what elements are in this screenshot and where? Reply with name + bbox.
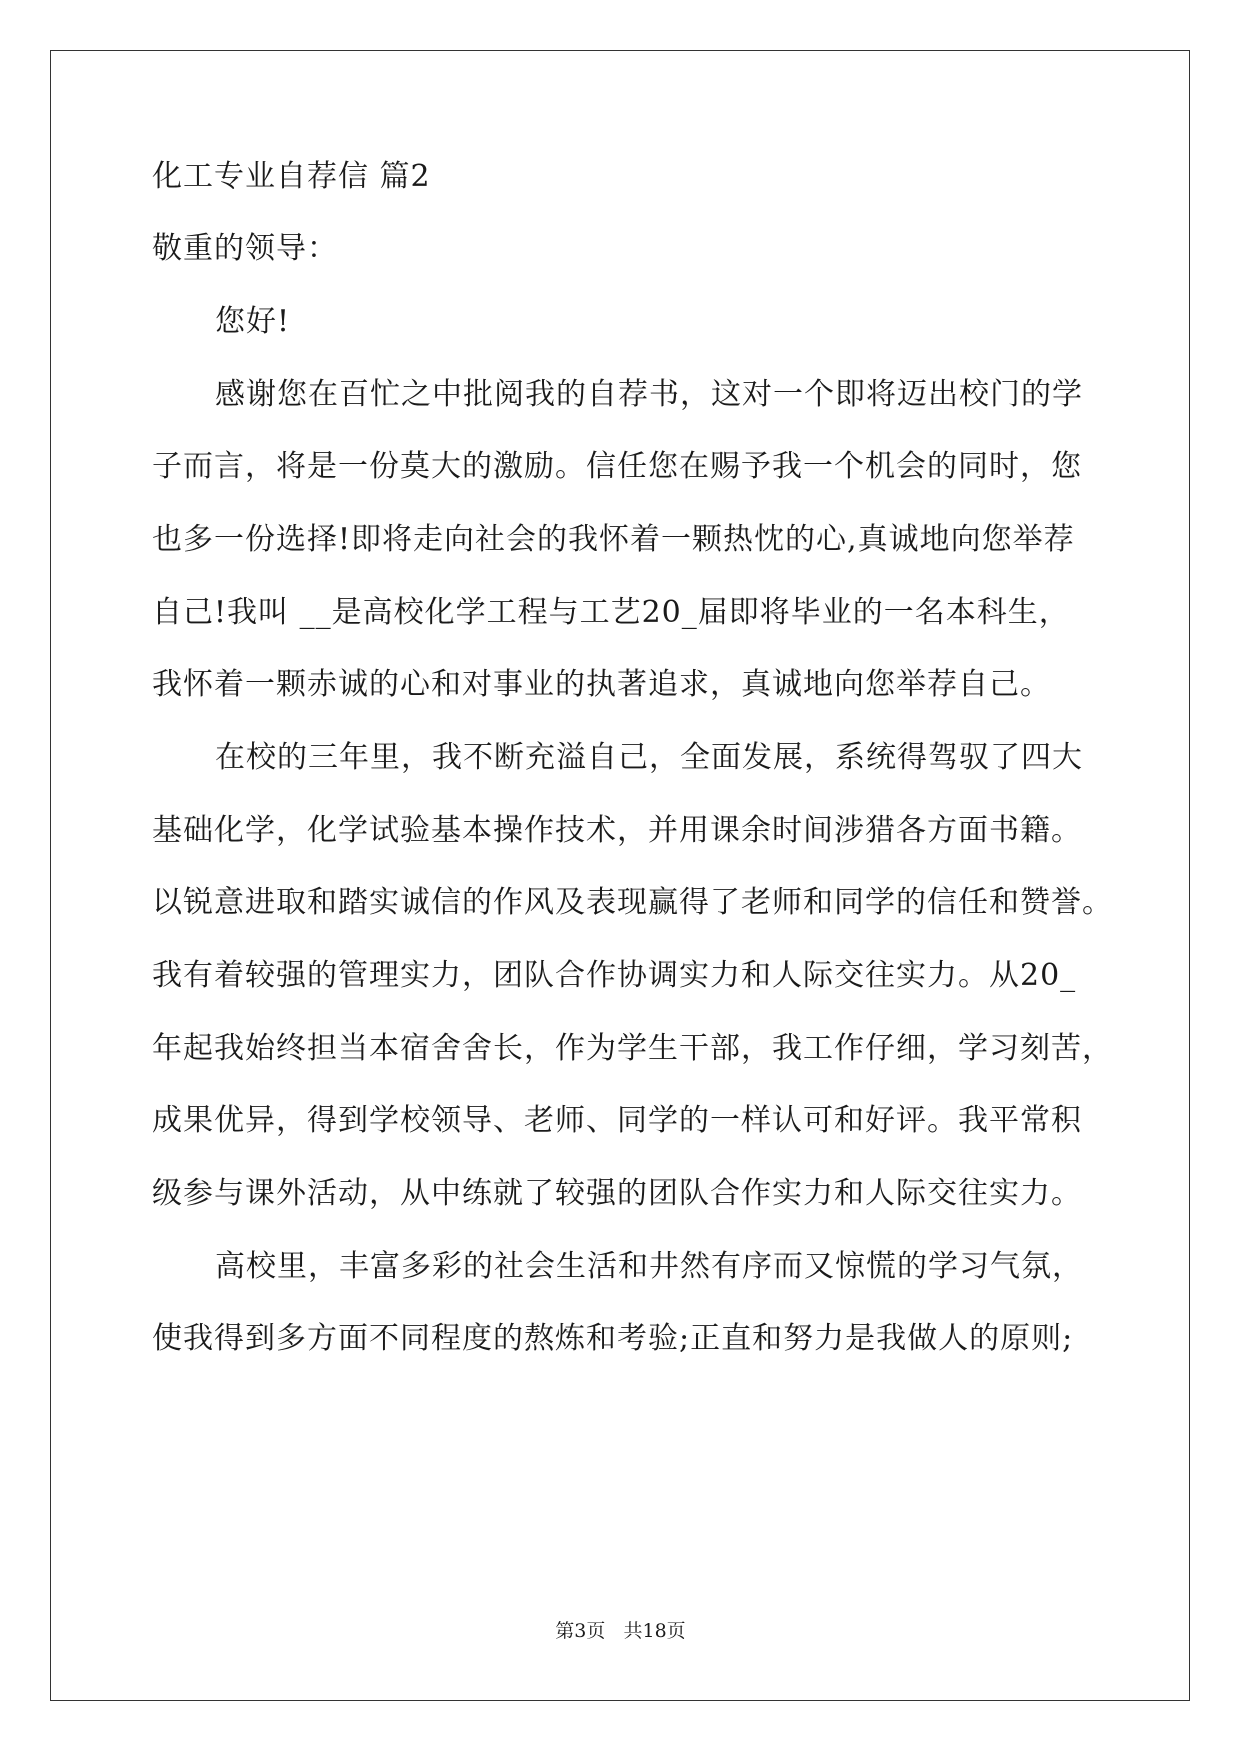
paragraph-line: 以锐意进取和踏实诚信的作风及表现赢得了老师和同学的信任和赞誉。 xyxy=(152,885,1113,920)
paragraph-line: 基础化学，化学试验基本操作技术，并用课余时间涉猎各方面书籍。 xyxy=(152,813,1082,848)
greeting: 您好! xyxy=(215,304,291,339)
paragraph-line: 我有着较强的管理实力，团队合作协调实力和人际交往实力。从20_ xyxy=(152,958,1077,993)
page-border xyxy=(50,50,1190,1701)
paragraph-line: 子而言，将是一份莫大的激励。信任您在赐予我一个机会的同时，您 xyxy=(152,449,1082,484)
document-title: 化工专业自荐信 篇2 xyxy=(152,159,431,194)
paragraph-line: 成果优异，得到学校领导、老师、同学的一样认可和好评。我平常积 xyxy=(152,1103,1082,1138)
paragraph-line: 高校里，丰富多彩的社会生活和井然有序而又惊慌的学习气氛， xyxy=(215,1249,1083,1284)
paragraph-line: 在校的三年里，我不断充溢自己，全面发展，系统得驾驭了四大 xyxy=(215,740,1083,775)
salutation: 敬重的领导： xyxy=(152,231,338,266)
paragraph-line: 我怀着一颗赤诚的心和对事业的执著追求，真诚地向您举荐自己。 xyxy=(152,667,1051,702)
paragraph-line: 也多一份选择!即将走向社会的我怀着一颗热忱的心,真诚地向您举荐 xyxy=(152,522,1075,557)
page-number: 第3页 共18页 xyxy=(555,1620,686,1642)
page-footer xyxy=(0,1620,1241,1642)
paragraph-line: 自己!我叫 __是高校化学工程与工艺20_届即将毕业的一名本科生， xyxy=(152,595,1070,630)
paragraph-line: 级参与课外活动，从中练就了较强的团队合作实力和人际交往实力。 xyxy=(152,1176,1082,1211)
paragraph-line: 使我得到多方面不同程度的熬炼和考验;正直和努力是我做人的原则; xyxy=(152,1321,1074,1356)
paragraph-line: 年起我始终担当本宿舍舍长，作为学生干部，我工作仔细，学习刻苦， xyxy=(152,1031,1113,1066)
paragraph-line: 感谢您在百忙之中批阅我的自荐书，这对一个即将迈出校门的学 xyxy=(215,377,1083,412)
